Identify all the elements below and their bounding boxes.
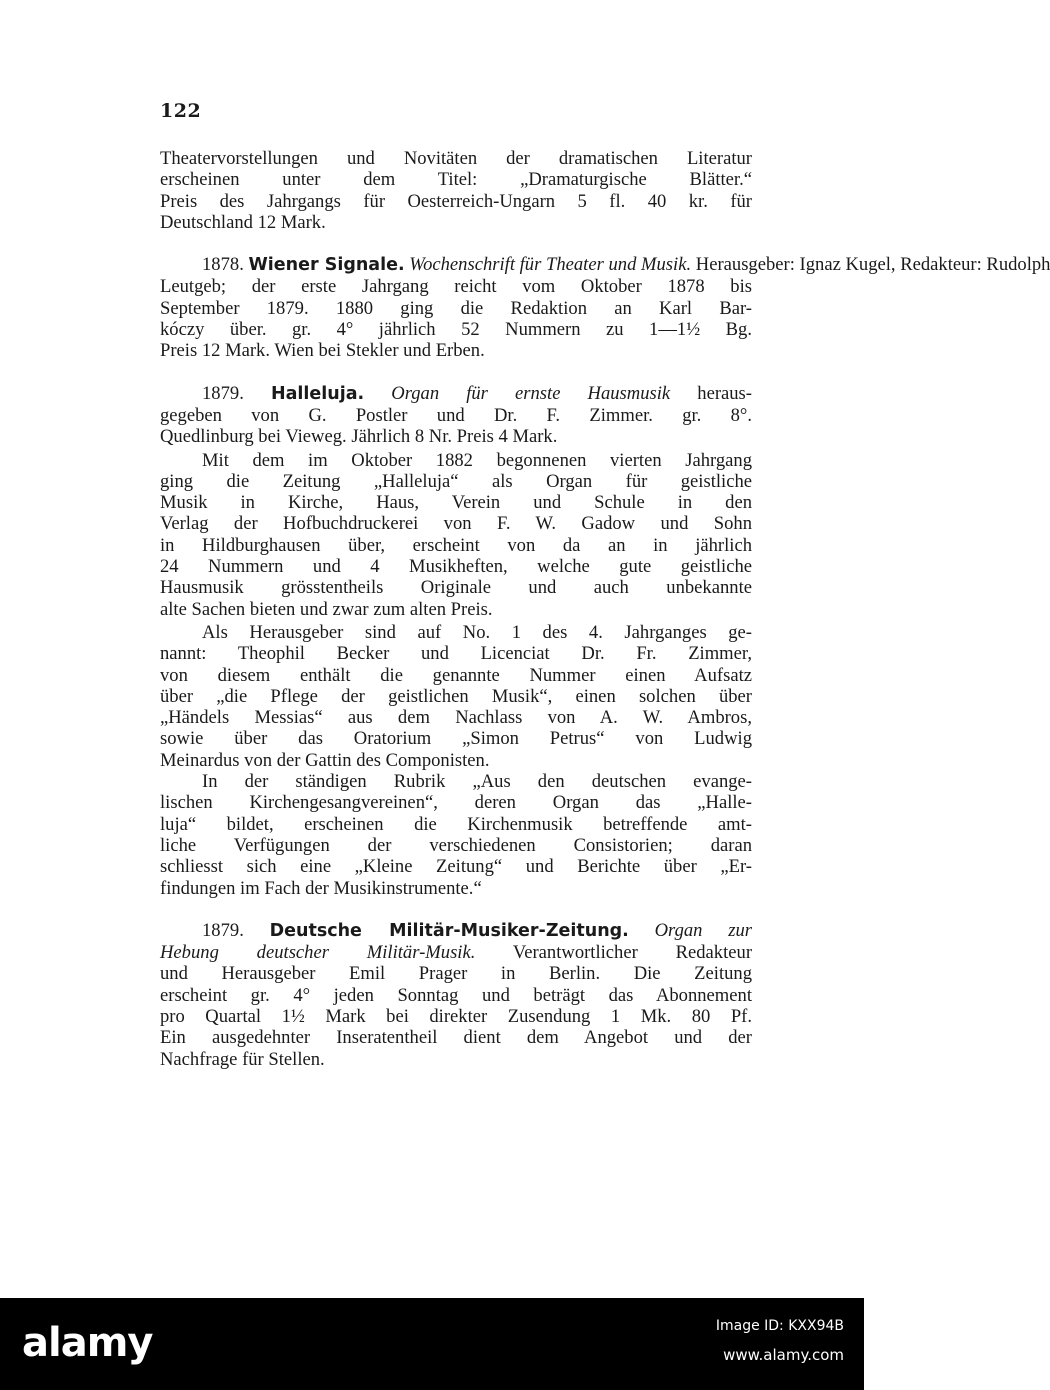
text-line: heraus- <box>697 382 752 404</box>
watermark-site: www.alamy.com <box>723 1346 844 1364</box>
entry-subtitle: Wochenschrift für Theater und Musik. <box>409 254 692 276</box>
paragraph <box>160 450 752 620</box>
text-line: Meinardus von der Gattin des Componisten. <box>160 749 490 771</box>
text-line: schliesst sich eine „Kleine Zeitung“ und Berichte über „Er- <box>160 856 752 878</box>
text-line: Nachfrage für Stellen. <box>160 1048 325 1070</box>
text-line: pro Quartal 1½ Mark bei direkter Zusendung 1 Mk. 80 Pf. <box>160 1005 752 1027</box>
entry-subtitle: Organ für ernste Hausmusik <box>391 382 671 404</box>
text-line: Herausgeber: Ignaz Kugel, Redakteur: Rudolph <box>695 254 1050 276</box>
text-line: Preis des Jahrgangs für Oesterreich-Ungarn 5 fl. 40 kr. für <box>160 190 752 212</box>
text-line: Leutgeb; der erste Jahrgang reicht vom Oktober 1878 bis <box>160 276 752 298</box>
entry-year: 1879. <box>202 382 244 404</box>
text-line: luja“ bildet, erscheinen die Kirchenmusik betreffende amt- <box>160 813 752 835</box>
text-line: und Herausgeber Emil Prager in Berlin. Die Zeitung <box>160 963 752 985</box>
text-line: gegeben von G. Postler und Dr. F. Zimmer. gr. 8°. <box>160 404 752 426</box>
entry-subtitle: Hebung deutscher Militär-Musik. <box>160 942 476 964</box>
text-line: Hausmusik grösstentheils Originale und auch unbekannte <box>160 577 752 599</box>
text-line: Als Herausgeber sind auf No. 1 des 4. Jahrganges ge- <box>202 621 752 643</box>
text-line: Ein ausgedehnter Inseratentheil dient dem Angebot und der <box>160 1027 752 1049</box>
text-line: findungen im Fach der Musikinstrumente.“ <box>160 877 482 899</box>
text-line: erscheint gr. 4° jeden Sonntag und beträgt das Abonnement <box>160 984 752 1006</box>
entry-title: Deutsche Militär-Musiker-Zeitung. <box>269 920 629 941</box>
text-line: September 1879. 1880 ging die Redaktion an Karl Bar- <box>160 297 752 319</box>
text-line: kóczy über. gr. 4° jährlich 52 Nummern zu 1—1½ Bg. <box>160 319 752 341</box>
text-line: Quedlinburg bei Vieweg. Jährlich 8 Nr. Preis 4 Mark. <box>160 426 558 448</box>
entry-wiener-signale <box>160 254 1050 362</box>
watermark-image-id: Image ID: KXX94B <box>715 1318 844 1334</box>
text-line: alte Sachen bieten und zwar zum alten Preis. <box>160 598 493 620</box>
text-line: erscheinen unter dem Titel: „Dramaturgische Blätter.“ <box>160 169 752 191</box>
paragraph-continuation <box>160 148 752 233</box>
text-line: „Händels Messias“ aus dem Nachlass von A. W. Ambros, <box>160 707 752 729</box>
entry-year: 1879. <box>202 919 244 941</box>
text-line: Verlag der Hofbuchdruckerei von F. W. Gadow und Sohn <box>160 513 752 535</box>
entry-year: 1878. <box>202 254 244 276</box>
text-line: Theatervorstellungen und Novitäten der dramatischen Literatur <box>160 148 752 169</box>
text-line: ging die Zeitung „Halleluja“ als Organ für geistliche <box>160 470 752 492</box>
text-line: Mit dem im Oktober 1882 begonnenen vierten Jahrgang <box>202 449 752 471</box>
entry-militaer-musiker-zeitung <box>160 920 752 1070</box>
text-line: 24 Nummern und 4 Musikheften, welche gute geistliche <box>160 556 752 578</box>
text-line: Deutschland 12 Mark. <box>160 211 326 233</box>
text-line: Musik in Kirche, Haus, Verein und Schule in den <box>160 492 752 514</box>
entry-halleluja <box>160 383 752 448</box>
text-line: nannt: Theophil Becker und Licenciat Dr. Fr. Zimmer, <box>160 643 752 665</box>
entry-title: Halleluja. <box>270 383 365 404</box>
entry-title: Wiener Signale. <box>248 255 405 276</box>
watermark-logo: alamy <box>22 1320 153 1366</box>
text-line: liche Verfügungen der verschiedenen Consistorien; daran <box>160 834 752 856</box>
entry-subtitle: Organ zur <box>654 919 752 941</box>
paragraph <box>160 622 752 771</box>
text-line: Verantwortlicher Redakteur <box>512 942 753 964</box>
text-line: in Hildburghausen über, erscheint von da an in jährlich <box>160 534 752 556</box>
text-line: lischen Kirchengesangvereinen“, deren Organ das „Halle- <box>160 792 752 814</box>
paragraph <box>160 771 752 899</box>
text-line: von diesem enthält die genannte Nummer einen Aufsatz <box>160 664 752 686</box>
page-number: 122 <box>160 100 202 122</box>
page-text <box>160 148 1050 1070</box>
text-line: über „die Pflege der geistlichen Musik“, einen solchen über <box>160 685 752 707</box>
text-line: In der ständigen Rubrik „Aus den deutschen evange- <box>202 771 752 793</box>
text-line: sowie über das Oratorium „Simon Petrus“ von Ludwig <box>160 728 752 750</box>
text-line: Preis 12 Mark. Wien bei Stekler und Erben. <box>160 340 485 362</box>
